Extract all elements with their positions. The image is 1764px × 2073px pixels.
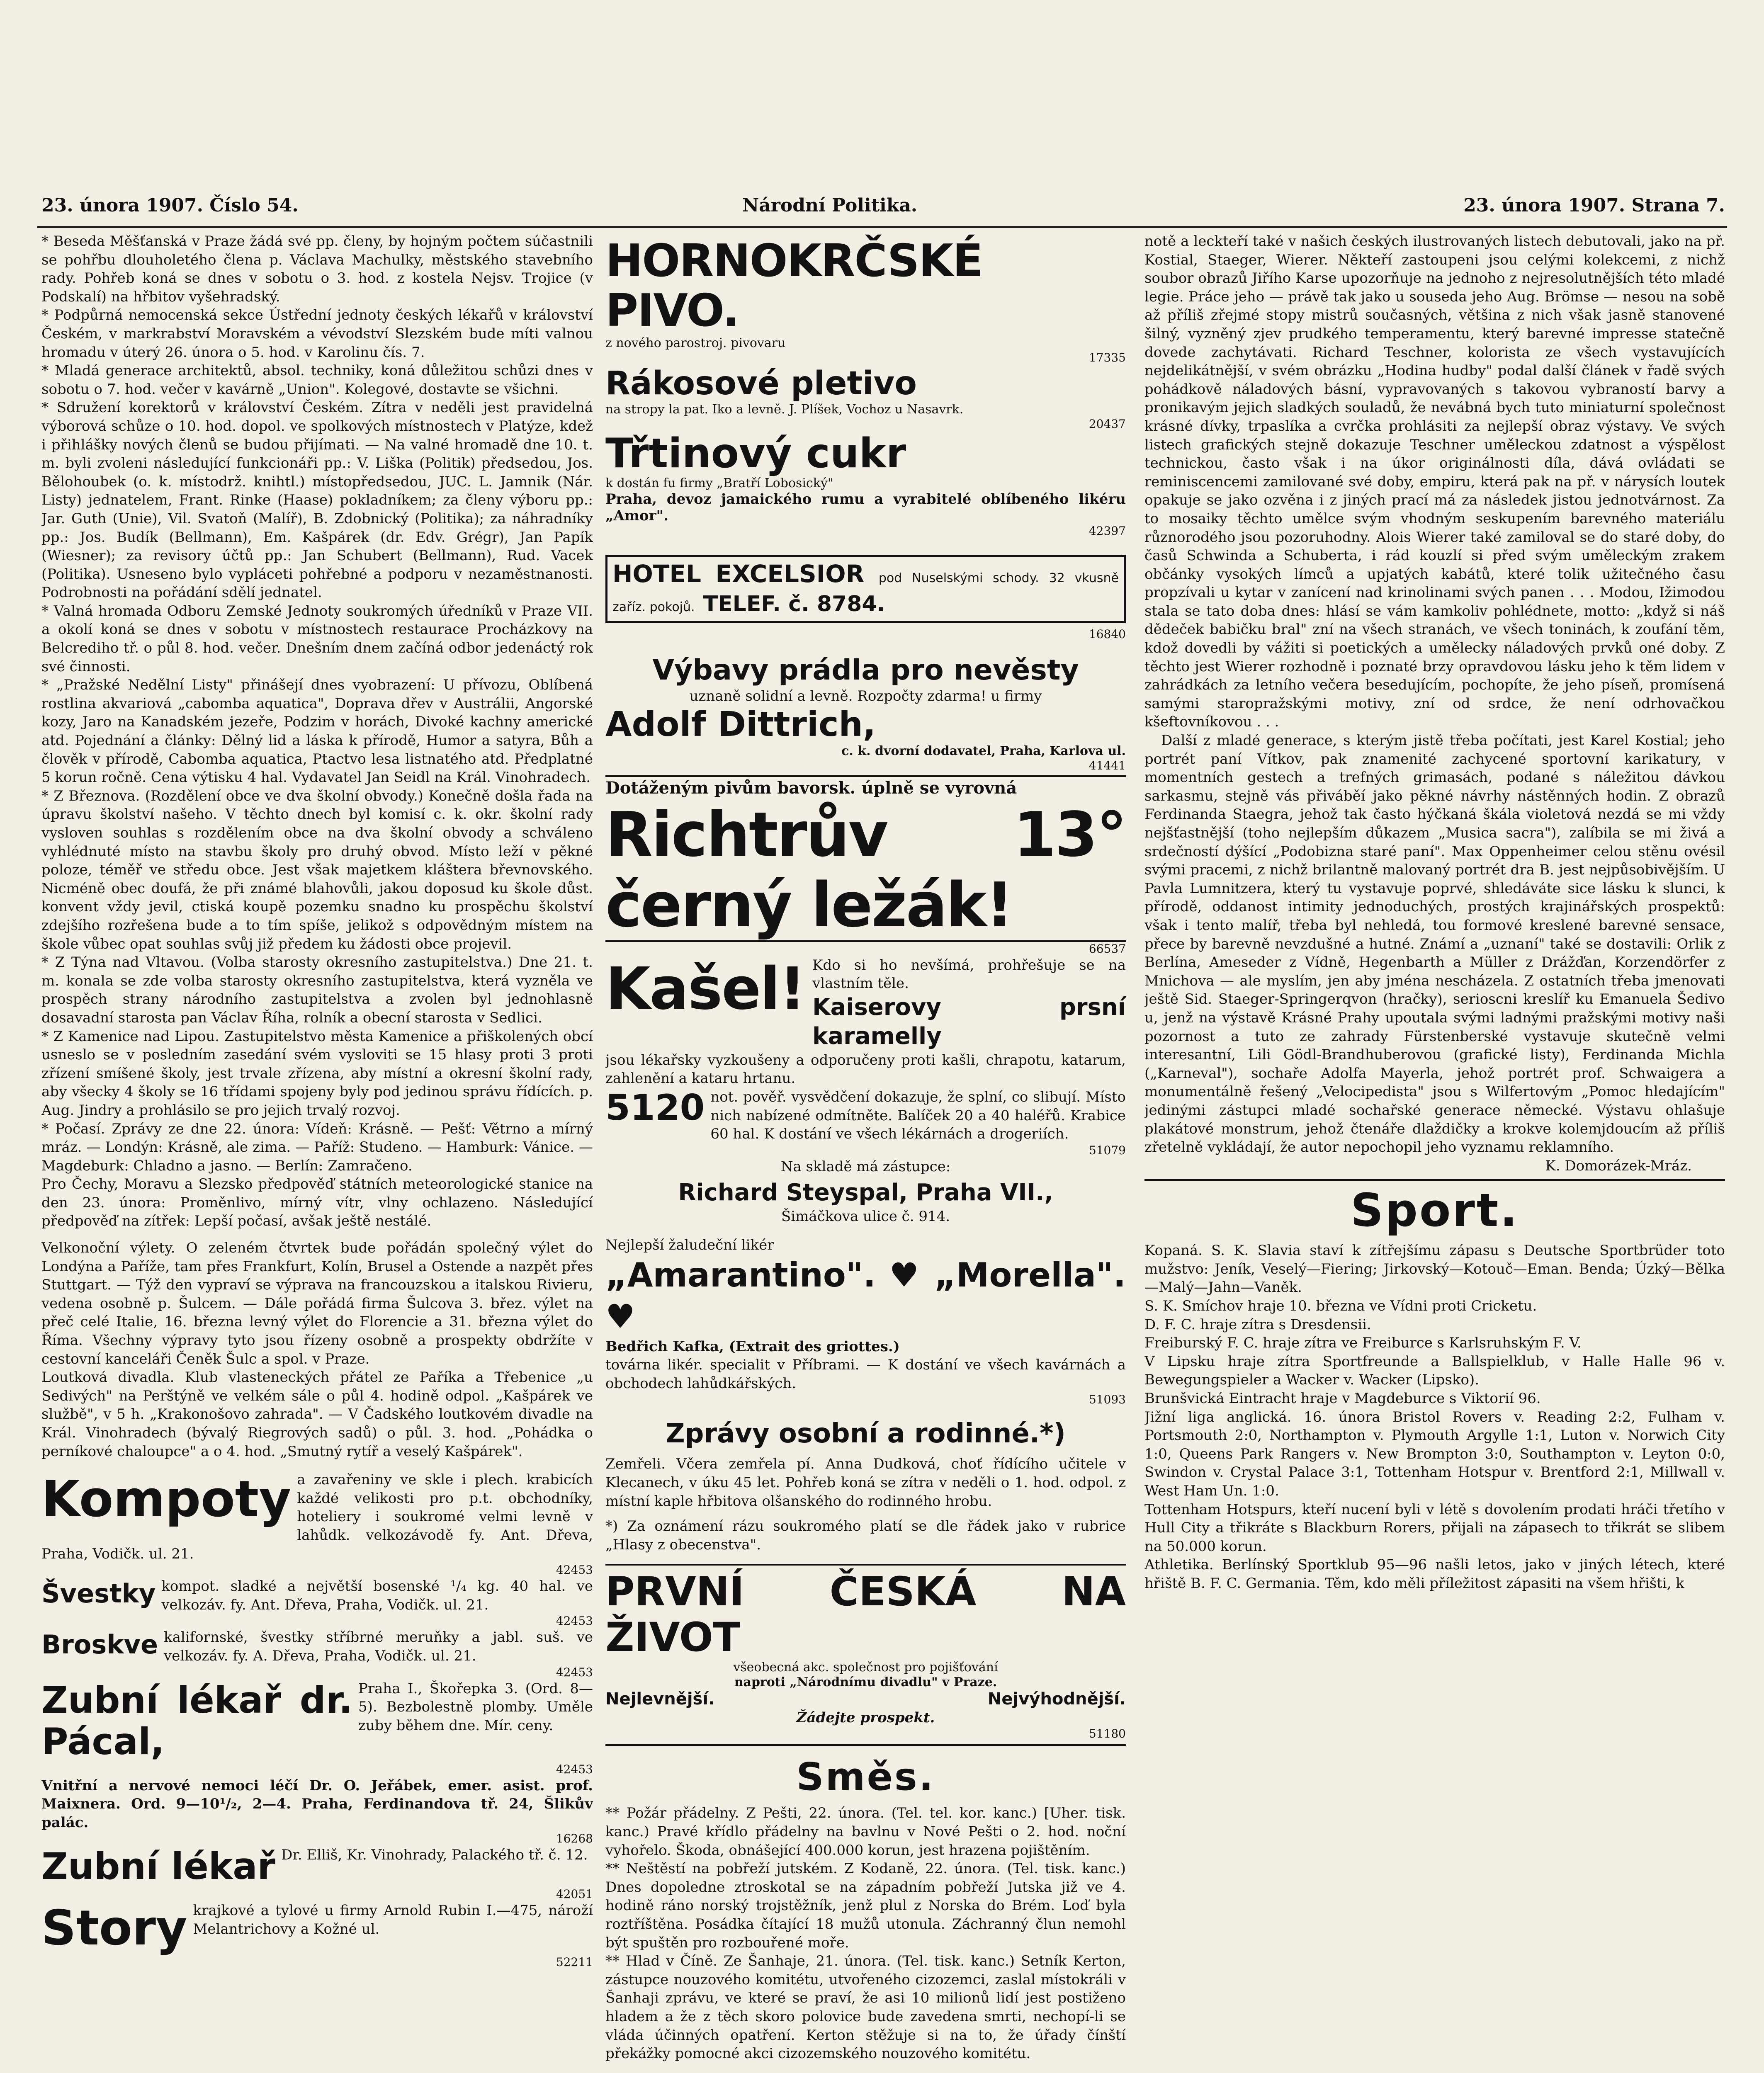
news-item: ** Neštěstí na pobřeží jutském. Z Kodaně, 22. února. (Tel. tisk. kanc.) Dnes dopoledne ztroskotal se na západním pobřeží Jutska již ve 4. hodině ráno norský trojstěžník, jenž plul z Norska do Brém. Loď byla roztříštěna. Posádka čítající 18 mužů utonula. Záchranný člun nemohl být spuštěn pro rozbouřené moře. [605, 1860, 1126, 1951]
news-item: Loutková divadla. Klub vlasteneckých přátel ze Paříka a Třebenice „u Sedivých" na Perštýně ve velkém sále o půl 4. hodině odpol. „Kašpárek ve službě", v 5 h. „Krakonošovo zahrada". — V Čadského loutkovém divadle na Král. Vinohradech (bývalý Riegrových sadů) o půl. 3. hod. „Pohádka o perníkové chaloupce" a o 4. hod. „Smutný rytíř a veselý Kašpárek". [41, 1369, 593, 1460]
ad-kompoty [41, 1471, 593, 1577]
ad-richtruv [605, 775, 1126, 942]
ad-jerabek-number: 16268 [556, 1832, 593, 1846]
ad-svestky-title: Švestky [41, 1578, 156, 1609]
ad-kasel-product: Kaiserovy prsní karamelly [812, 993, 1126, 1050]
section-heading-umeni [605, 2071, 1126, 2073]
header-rule [37, 226, 1727, 228]
ad-trtinovy [605, 431, 1126, 538]
ad-hornokrcske [605, 236, 1126, 365]
ad-vy-title: Výbavy prádla pro nevěsty [652, 654, 1079, 687]
news-item: * Z Březnova. (Rozdělení obce ve dva školní obvody.) Konečně došla řada na úpravu školství našeho. V těchto dnech byl komisí c. k. okr. školní rady vysloven souhlas s rozdělením obce na dva školní obvody a schváleno vyhlédnuté místo na stavbu školy pro druhý obvod. Místo leží v pěkné poloze, téměř ve středu obce. Jest však majetkem kláštera břevnovského. Nicméně obec doufá, že při známé blahovůli, jakou doposud ku škole důst. konvent vždy jevil, ctiská koupě pozemku snadno ku prospěchu školství zdejšího rozřešena bude a to tím spíše, jelikož s odpovědným místem na škole vůbec opat souhlas svůj již předem ku žádosti obce projevil. [41, 787, 593, 952]
weather-forecast: Pro Čechy, Moravu a Slezsko předpověď státních meteorologické stanice na den 23. února: Proměnlivo, mírný vítr, vlny ochlazeno. Následující předpověď na zítřek: Lepší počasí, avšak ještě nestálé. [41, 1176, 593, 1230]
ad-pacal-title: Zubní lékař dr. Pácal, [41, 1678, 352, 1763]
ad-zubni-number: 42051 [556, 1887, 593, 1901]
ad-kasel-title: Kašel! [605, 955, 805, 1023]
ad-tc-text: Praha, devoz jamaického rumu a vyrabitelé oblíbeného likéru „Amor". [605, 491, 1126, 524]
sport-item: Tottenham Hotspurs, kteří nucení byli v létě s dovolením prodati hráči třetího v Hull City a třikráte s Blackburn Rorers, přijali na zápasech to třikrát se slibem na 50.000 korun. [1144, 1501, 1725, 1555]
news-item: ** Hlad v Číně. Ze Šanhaje, 21. února. (Tel. tisk. kanc.) Setník Kerton, zástupce nouzového komitétu, utvořeného cizozemci, zaslal místokráli v Šanhaji zprávu, ve které se praví, že asi 10 milionů lidí jest postiženo hladem a že z těch skoro polovice bude zavedena smrti, nechopí-li se vláda účinných opatření. Kerton stěžuje si na to, že úřady čínští překážky pomocné akci cizozemského nouzového komitétu. [605, 1953, 1126, 2062]
sport-item: Brunšvická Eintracht hraje v Magdeburce s Viktorií 96. [1144, 1390, 1541, 1407]
ad-amarantino-title: „Amarantino". ♥ „Morella". ♥ [605, 1255, 1126, 1336]
ad-rp-text: na stropy la pat. Iko a levně. J. Plíšek, Vochoz u Nasavrk. [605, 402, 964, 417]
ad-kompoty-text: a zavařeniny ve skle i plech. krabicích každé velikosti pro p.t. obchodníky, hoteliery i soukromé velmi levně v lahůdk. velkozávodě fy. Ant. Dřeva, Praha, Vodičk. ul. 21. [41, 1471, 593, 1562]
sport-item: Freiburský F. C. hraje zítra ve Freiburce s Karlsruhským F. V. [1144, 1335, 1582, 1352]
news-item: * Z Týna nad Vltavou. (Volba starosty okresního zastupitelstva.) Dne 21. t. m. konala se zde volba starosty okresního zastupitelstva, která vyzněla ve prospěch strany národního zastupitelstva a zvolen byl jednohlasně dosavadní starosta pan Václav Říha, rolník a obecní starosta v Sedlici. [41, 954, 593, 1026]
ad-hotel-telephone: TELEF. č. 8784. [703, 592, 885, 617]
section-heading-sport: Sport. [1144, 1179, 1725, 1237]
ad-story-text: krajkové a tylové u firmy Arnold Rubin I.—475, nároží Melantrichovy a Kožné ul. [193, 1902, 593, 1937]
ad-kasel-subtitle: Kdo si ho nevšímá, prohřešuje se na vlastním těle. [812, 956, 1126, 992]
ad-vy-number: 41441 [1089, 758, 1126, 772]
ad-zubni-text: Dr. Elliš, Kr. Vinohrady, Palackého tř. č. 12. [281, 1847, 588, 1864]
ad-vy-text: uznaně solidní a levně. Rozpočty zdarma! u firmy [689, 688, 1042, 704]
ad-svestky-text: kompot. sladké a největší bosenské ¹/₄ kg. 40 hal. ve velkozáv. fy. Ant. Dřeva, Praha, Vodičk. ul. 21. [161, 1578, 593, 1613]
sport-item: S. K. Smíchov hraje 10. března ve Vídni proti Cricketu. [1144, 1298, 1537, 1315]
ad-story-number: 52211 [556, 1955, 593, 1969]
news-item: * „Pražské Nedělní Listy" přinášejí dnes vyobrazení: U přívozu, Oblíbená rostlina akvariová „cabomba aquatica", Doprava dřev v Austrálii, Angorské kozy, Jaro na Kanadském jezeře, Podzim v horách, Divoké kachny americké atd. Pojednání a články: Dělný lid a láska k přírodě, Humor a satyra, Bůh a člověk v přírodě, Cabomba aquatica, Ptactvo lesa listnatého atd. Předplatné 5 korun ročně. Cena výtisku 4 hal. Vydavatel Jan Seidl na Král. Vinohradech. [41, 677, 593, 786]
ad-tc-number: 42397 [1089, 524, 1126, 538]
ad-story-title: Story [41, 1900, 187, 1956]
news-item: * Z Kamenice nad Lipou. Zastupitelstvo města Kamenice a přiškolených obcí usneslo se v posledním zasedání svém vysloviti se 15 hlasy proti 3 proti zřízení smíšené školy, jest trvale zřízena, aby místní a okresní školní rady, aby všecky 4 školy se 16 třídami spojeny byly pod jedinou správu řídících. p. Aug. Jindry a prohlásilo se pro jejich trvalý rozvoj. [41, 1028, 593, 1119]
ad-hotel-excelsior [605, 555, 1126, 623]
sport-item: Jižní liga anglická. 16. února Bristol Rovers v. Reading 2:2, Fulham v. Portsmouth 2:0, Northampton v. Plymouth Argylle 1:1, Luton v. Norwich City 1:0, Queens Park Rangers v. New Brompton 3:0, Southampton v. Leyton 0:0, Swindon v. Crystal Palace 3:1, Tottenham Hotspur v. Brentford 2:1, Millwall v. West Ham Un. 1:0. [1144, 1408, 1725, 1499]
news-item: Velkonoční výlety. O zeleném čtvrtek bude pořádán společný výlet do Londýna a Paříže, tam přes Frankfurt, Kolín, Brusel a Ostende a nazpět přes Stuttgart. — Týž den vypraví se výprava na francouzskou a italskou Rivieru, vedena osobně p. Šulcem. — Dále pořádá firma Šulcova 3. břez. výlet na přeč celé Italie, 16. března levný výlet do Florencie a 31. března výlet do Říma. Všechny výpravy tyto jsou řízeny osobně a prospekty obdržíte v cestovní kanceláři Čeněk Šulc a spol. v Praze. [41, 1240, 593, 1367]
section-heading-smes: Směs. [796, 1755, 935, 1799]
ad-broskve-title: Broskve [41, 1629, 158, 1660]
ad-jerabek [41, 1777, 593, 1846]
ad-amarantino-firm: Bedřich Kafka, (Extrait des griottes.) [605, 1338, 900, 1355]
ad-broskve [41, 1628, 593, 1679]
sport-item: V Lipsku hraje zítra Sportfreunde a Ballspielklub, v Halle Halle 96 v. Bewegungspieler a Wacker v. Wacker (Lipsko). [1144, 1353, 1725, 1388]
ad-pc-cheapest: Nejlevnější. [605, 1689, 715, 1709]
ad-amarantino-number: 51093 [1089, 1393, 1126, 1407]
ad-richtruv-number: 66537 [1089, 942, 1126, 956]
news-item: * Mladá generace architektů, absol. techniky, koná důležitou schůzi dnes v sobotu o 7. hod. večer v kavárně „Union". Kolegové, dostavte se všichni. [41, 362, 593, 398]
ad-pc-title: PRVNÍ ČESKÁ NA ŽIVOT [605, 1568, 1126, 1661]
ad-pc-prospekt: Žádejte prospekt. [796, 1709, 935, 1726]
ad-kompoty-number: 42453 [556, 1563, 593, 1577]
sport-item: Athletika. Berlínský Sportklub 95—96 našli letos, jako v jiných létech, které hřiště B. F. C. Germania. Těm, kdo měli příležitost zápasiti na všem hřišti, k [1144, 1556, 1725, 1592]
news-item: * Sdružení korektorů v království Českém. Zítra v neděli jest pravidelná výborová schůze o 10. hod. dopol. ve spolkových místnostech v Platýze, kdež i přihlášky nových členů se budou přijímati. — Na valné hromadě dne 10. t. m. byli zvoleni následující funkcionáři pp.: V. Liška (Politik) předsedou, Jos. Bělohoubek (o. k. místodrž. knihtl.) místopředsedou, JUC. L. Jamnik (Nár. Listy) jednatelem, Frant. Rinke (Haase) pokladníkem; za členy výboru pp.: Jar. Guth (Unie), Vil. Svatoň (Malíř), B. Zdobnický (Politika); za náhradníky pp.: Jos. Budík (Bellmann), Em. Kašpárek (dr. Edv. Grégr), Jan Papík (Wiesner); za revisory účtů pp.: Jan Schubert (Bellmann), Rud. Vacek (Politika). Usneseno bylo vypláceti pohřebné a podporu v nezaměstnanosti. Podrobnosti na pořádání sdělí jednatel. [41, 399, 593, 601]
column-2 [605, 232, 1126, 2073]
ad-svestky [41, 1577, 593, 1628]
ad-vy-address: c. k. dvorní dodavatel, Praha, Karlova ul. [841, 743, 1126, 758]
news-item: * Beseda Měšťanská v Praze žádá své pp. členy, by hojným počtem súčastnili se pohřbu dlouholetého člena p. Václava Machulky, městského stavebního rady. Pohřeb koná se dnes v sobotu o 3. hod. z kostela Nejsv. Trojice (v Podskalí) na hřbitov vyšehradský. [41, 233, 593, 305]
column-3 [1144, 232, 1725, 2073]
ad-steyspal-pre: Na skladě má zástupce: [780, 1158, 951, 1175]
ad-pc-best: Nejvýhodnější. [987, 1689, 1126, 1709]
news-item: * Podpůrná nemocenská sekce Ústřední jednoty českých lékařů v království Českém, v markrabství Moravském a vévodství Slezském bude míti valnou hromadu v úterý 26. února o 5. hod. v Karolinu čís. 7. [41, 307, 593, 361]
weather-item: * Počasí. Zprávy ze dne 22. února: Vídeň: Krásně. — Pešť: Větrno a mírný mráz. — Londýn: Krásně, ale zima. — Paříž: Studeno. — Hamburk: Vánice. — Magdeburk: Chladno a jasno. — Berlín: Zamračeno. [41, 1120, 593, 1174]
ad-hk-title: HORNOKRČSKÉ PIVO. [605, 235, 982, 337]
ad-kasel-text2: not. pověř. vysvědčení dokazuje, že splní, co slibují. Místo nich nabízené odmítněte. Balíček 20 a 40 haléřů. Krabice 60 hal. K dostání ve všech lékárnách a drogeriích. [710, 1088, 1126, 1143]
ad-hk-subtitle: z nového parostroj. pivovaru [605, 336, 786, 350]
ad-richtruv-title: Richtrův 13° černý ležák! [605, 799, 1126, 941]
header-date-left: 23. února 1907. Číslo 54. [41, 195, 299, 216]
sport-item: D. F. C. hraje zítra s Dresdensii. [1144, 1316, 1371, 1333]
ad-pacal [41, 1680, 593, 1777]
ad-rp-title: Rákosové pletivo [605, 365, 917, 402]
ad-svestky-number: 42453 [556, 1614, 593, 1628]
ad-hk-number: 17335 [1089, 351, 1126, 364]
column-1 [41, 232, 593, 2073]
ad-vybavy [605, 654, 1126, 773]
ad-steyspal-title: Richard Steyspal, Praha VII., [678, 1179, 1053, 1206]
ad-tc-title: Třtinový cukr [605, 430, 906, 477]
ad-kompoty-title: Kompoty [41, 1471, 292, 1529]
ad-broskve-number: 42453 [556, 1665, 593, 1679]
ad-story [41, 1901, 593, 1969]
ad-kasel-number: 51079 [1089, 1143, 1126, 1157]
ad-kasel-count: 5120 [605, 1087, 705, 1129]
page-header [41, 195, 1725, 224]
ad-hotel-number: 16840 [1089, 627, 1126, 641]
ad-pacal-text: Praha I., Škořepka 3. (Ord. 8—5). Bezbolestně plomby. Uměle zuby během dne. Mír. ceny. [358, 1680, 593, 1734]
ad-pc-subtitle: všeobecná akc. společnost pro pojišťování [733, 1660, 998, 1675]
ad-pacal-number: 42453 [556, 1762, 593, 1776]
article-text: notě a leckteří také v našich českých ilustrovaných listech debutovali, jako na př. Kostial, Staeger, Wierer. Někteří zastoupeni jsou celými kolekcemi, z nichž soubor obrazů Jiřího Karse upozorňuje na jednoho z nejresolutnějších této mladé legie. Práce jeho — právě tak jako u souseda jeho Aug. Brömse — nesou na sobě až příliš zřejmé stopy mistrů současných, většina z nich však jasně stanovené šilný, vyzněný zjev prudkého temperamentu, který barevné impresse statečně dovede zachytávati. Richard Teschner, kolorista ze všech vystavujících nejdelikátnější, v svém obrázku „Hodina hudby" podal další článek v řadě svých pohádkově náladových básní, vypravovaných s takovou vybraností barvy a pronikavým jejich sladkých souladů, že nevábná bych tuto miniaturní společnost krásné dívky, trpaslíka a cvrčka prohlásiti za nejlepší obraz výstavy. Ve svých listech grafických stejně dokazuje Teschner uměleckou zdatnost a výspělost technickou, často však i na úkor originálnosti díla, dává ovládati se reminiscencemi zamilované své doby, empiru, která pak na př. v nárysích loutek opakuje se jako ozvěna i z jiných prací má za následek jistou jednotvárnost. Za to mosaiky těchto umělce svým vhodným seskupením barevného materiálu různorodého jsou pozoruhodny. Alois Wierer také zamiloval se do staré doby, do časů Schwinda a Schuberta, i rád kouzlí si před svým uměleckým zrakem občánky vysokých límců a upjatých kabátů, které tolik užitečného času propzívali u kytar v zanícení nad krinolinami svých panen . . . Modou, Ižimodou stala se tato doba dnes: hlásí se vám kamkoliv pohlédnete, motto: „když si náš dědeček babičku bral" zní na všech stranách, ve všech toninách, k zoufání těm, kdož dovedli by vážiti si poetických a umělecky náladových prvků oné doby. Z těchto jest Wierer rozhodně i poznaté brzy opravdovou lásku jeho k těm lidem v zahrádkách za letního večera besedujícím, pochopíte, že jeho píseň, promísená samými staropražskými motivy, zní od srdce, že není odrhovačkou kšeftovníkovou . . . [1144, 233, 1725, 731]
ad-jerabek-text: Vnitřní a nervové nemoci léčí Dr. O. Jeřábek, emer. asist. prof. Maixnera. Ord. 9—10¹/₂, 2—4. Praha, Ferdinandova tř. 24, Šlikův palác. [41, 1777, 593, 1831]
section-heading-osobni: Zprávy osobní a rodinné.*) [666, 1418, 1066, 1449]
ad-broskve-text: kalifornské, švestky stříbrné meruňky a jabl. suš. ve velkozáv. fy. A. Dřeva, Praha, Vodičk. ul. 21. [164, 1629, 593, 1664]
ad-amarantino-pre: Nejlepší žaludeční likér [605, 1236, 774, 1253]
ad-tc-subtitle: k dostán fu firmy „Bratří Lobosický" [605, 476, 833, 490]
ad-kasel [605, 956, 1126, 1158]
sport-item: Kopaná. S. K. Slavia staví k zítřejšímu zápasu s Deutsche Sportbrüder toto mužstvo: Jeník, Veselý—Fiering; Jirkovský—Kotouč—Eman. Benda; Úzký—Bělka—Malý—Jahn—Vaněk. [1144, 1242, 1725, 1296]
ad-prvni-ceska [605, 1564, 1126, 1746]
header-date-right: 23. února 1907. Strana 7. [1463, 195, 1725, 216]
ad-pc-number: 51180 [1089, 1727, 1126, 1741]
ad-kasel-text: jsou lékařsky vyzkoušeny a odporučeny proti kašli, chrapotu, katarum, zahlenění a kataru hrtanu. [605, 1051, 1126, 1087]
ad-amarantino-text: továrna likér. specialit v Příbrami. — K dostání ve všech kavárnách a obchodech lahůdkářských. [605, 1357, 1126, 1392]
article-text: Další z mladé generace, s kterým jistě třeba počítati, jest Karel Kostial; jeho portrét paní Vítkov, pak znamenité zachycené sportovní karikatury, v momentních gestech a trefných grimasách, podané s náležitou dávkou sarkasmu, stejně vás přiváběí jako pěkné návrhy nástěnných hodin. Z obrazů Ferdinanda Staegra, jehož tak často hýčkaná škála violetová nezdá se mi vždy nejšťastnější (toho nejlepším důkazem „Musica sacra"), zalíbila se mi živá a srdečností dýšící „Podobizna staré paní". Max Oppenheimer celou stěnu ovésil svými pracemi, z nichž brilantně malovaný portrét dra B. jest nejpůsobivějším. U Pavla Lumnitzera, který tu vystavuje poprvé, shledáváte sice lásku k slunci, k přírodě, oddanost intimity jednoduchých, prostých krajinářských prospektů: však i tento malíř, třeba byl nehledá, tou formové kreslené barevné sensace, přece by barevně nevzdušné a hutné. Známí a „uznaní" také se dostavili: Orlik z Berlína, Ameseder z Vídně, Hegenbarth a Müller z Drážďan, Korzendörfer z Mnichova — ale myslím, jen aby jména nescházela. Z ostatních třeba jmenovati ještě Sid. Staeger-Springerqvon (hračky), serioscni kreslíř ku Emanuela Šedivo u, jenž na výstavě Krásné Prahy upoutala svými ladnými pražskými motivy naši pozornost a tuto ze zahrady Fürstenberské vystavuje skutečně velmi interesantní, Lili Gödl-Brandhuberovou (grafické listy), Ferdinanda Michla („Karneval"), sochaře Adolfa Mayerla, jehož portrét prof. Schwaigera a monumentálně řešený „Velocipedista" jsou s Wilfertovým „Pomoc hledajícím" jedinými zástupci mladé sochařské generace německé. Výstavu ohlašuje plakátové monstrum, jehož čtenáře dlaždičky a krokve kolemjdoucím až příliš zřetelně vykládají, že autor nepochopil jeho vyznamu reklamního. [1144, 732, 1725, 1156]
news-item: Zemřeli. Včera zemřela pí. Anna Dudková, choť řídícího učitele v Klecanech, v úku 45 let. Pohřeb koná se zítra v neděli o 1. hod. odpol. z místní kaple hřbitova olšanského do rodinného hrobu. [605, 1456, 1126, 1510]
footnote: *) Za oznámení rázu soukromého platí se dle řádek jako v rubrice „Hlasy z obecenstva". [605, 1518, 1126, 1553]
ad-rp-number: 20437 [1089, 417, 1126, 431]
news-item: ** Požár přádelny. Z Pešti, 22. února. (Tel. tel. kor. kanc.) [Uher. tisk. kanc.) Pravé křídlo přádelny na bavlnu v Nové Pešti o 2. hod. noční vyhořelo. Škoda, obnášející 400.000 korun, jest hrazena pojištěním. [605, 1805, 1126, 1859]
news-item: * Valná hromada Odboru Zemské Jednoty soukromých úředníků v Praze VII. a okolí koná se dnes v sobotu v místnostech restaurace Procházkovy na Belcrediho tř. o půl 8. hod. večer. Dnešním dnem začíná odbor jedenáctý rok své činnosti. [41, 602, 593, 675]
ad-steyspal-address: Šimáčkova ulice č. 914. [781, 1208, 950, 1225]
ad-pc-address: naproti „Národnímu divadlu" v Praze. [734, 1675, 997, 1690]
article-author: K. Domorázek-Mráz. [1545, 1157, 1692, 1174]
ad-amarantino [605, 1236, 1126, 1407]
masthead-title: Národní Politika. [742, 195, 918, 216]
ad-hotel-text: pod Nuselskými schody. 32 vkusně zaříz. pokojů. [612, 571, 1119, 614]
ad-steyspal [605, 1158, 1126, 1226]
ad-zubni-title: Zubní lékař [41, 1845, 276, 1888]
ad-rakosove [605, 365, 1126, 431]
ad-richtruv-subtitle: Dotáženým pivům bavorsk. úplně se vyrovná [605, 778, 1017, 798]
ad-vy-firm: Adolf Dittrich, [605, 704, 876, 744]
ad-hotel-title: HOTEL EXCELSIOR [612, 560, 865, 588]
ad-zubni-lekar [41, 1846, 593, 1901]
